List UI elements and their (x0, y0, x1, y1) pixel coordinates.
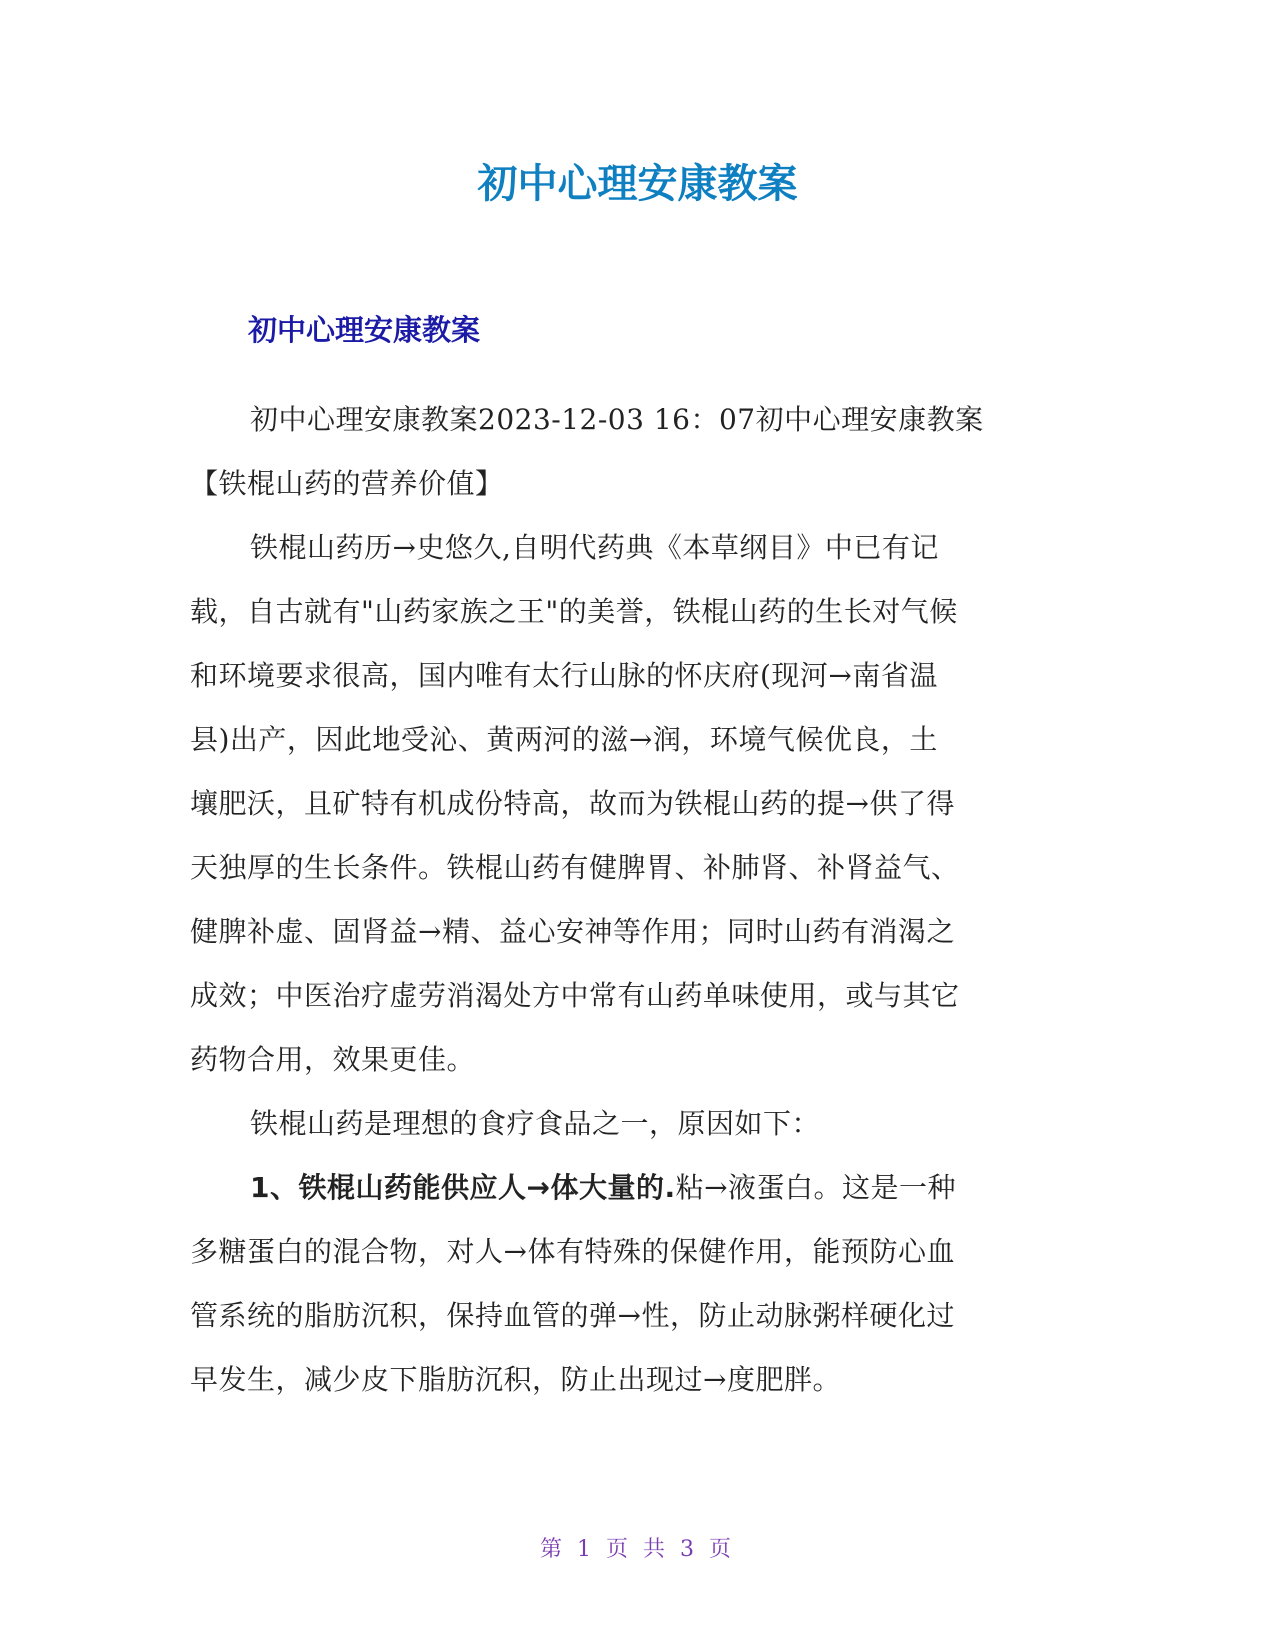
paragraph-line: 县)出产，因此地受沁、黄两河的滋→润，环境气候优良，土 (190, 723, 938, 756)
paragraph-line: 载，自古就有"山药家族之王"的美誉，铁棍山药的生长对气候 (190, 595, 958, 628)
paragraph-line: 铁棍山药历→史悠久,自明代药典《本草纲目》中已有记 (250, 531, 939, 564)
paragraph-line: 药物合用，效果更佳。 (190, 1043, 476, 1076)
paragraph-line: 铁棍山药是理想的食疗食品之一，原因如下： (250, 1107, 821, 1140)
paragraph-nutrition (190, 516, 1085, 1092)
document-title: 初中心理安康教案 (477, 161, 798, 207)
paragraph-line: 和环境要求很高，国内唯有太行山脉的怀庆府(现河→南省温 (190, 659, 938, 692)
paragraph-line: 壤肥沃，且矿特有机成份特高，故而为铁棍山药的提→供了得 (190, 787, 955, 820)
document-body (190, 388, 1085, 1412)
meta-line: 初中心理安康教案2023-12-03 16：07初中心理安康教案 (250, 403, 984, 436)
page-suffix: 页 (709, 1537, 736, 1562)
paragraph-line: 成效；中医治疗虚劳消渴处方中常有山药单味使用，或与其它 (190, 979, 960, 1012)
page-middle: 页 共 (606, 1537, 669, 1562)
paragraph-line (190, 1156, 1085, 1220)
section-heading: 初中心理安康教案 (248, 313, 481, 347)
page-number: 1 (577, 1537, 595, 1562)
paragraph-line: 健脾补虚、固肾益→精、益心安神等作用；同时山药有消渴之 (190, 915, 955, 948)
total-pages: 3 (680, 1537, 698, 1562)
paragraph-line: 管系统的脂肪沉积，保持血管的弹→性，防止动脉粥样硬化过 (190, 1299, 955, 1332)
paragraph-line: 早发生，减少皮下脂肪沉积，防止出现过→度肥胖。 (190, 1363, 841, 1396)
paragraph-reason-1 (190, 1156, 1085, 1412)
meta-paragraph (190, 388, 1085, 516)
reason-1-bold-lead: 1、铁棍山药能供应人→体大量的. (250, 1171, 676, 1204)
reason-1-text: 粘→液蛋白。这是一种 (675, 1171, 957, 1204)
page-footer (0, 1535, 1275, 1565)
page-prefix: 第 (539, 1537, 566, 1562)
paragraph-reasons-intro (190, 1092, 1085, 1156)
meta-bracket-heading: 【铁棍山药的营养价值】 (190, 467, 504, 500)
paragraph-line: 多糖蛋白的混合物，对人→体有特殊的保健作用，能预防心血 (190, 1235, 955, 1268)
paragraph-line: 天独厚的生长条件。铁棍山药有健脾胃、补肺肾、补肾益气、 (190, 851, 960, 884)
